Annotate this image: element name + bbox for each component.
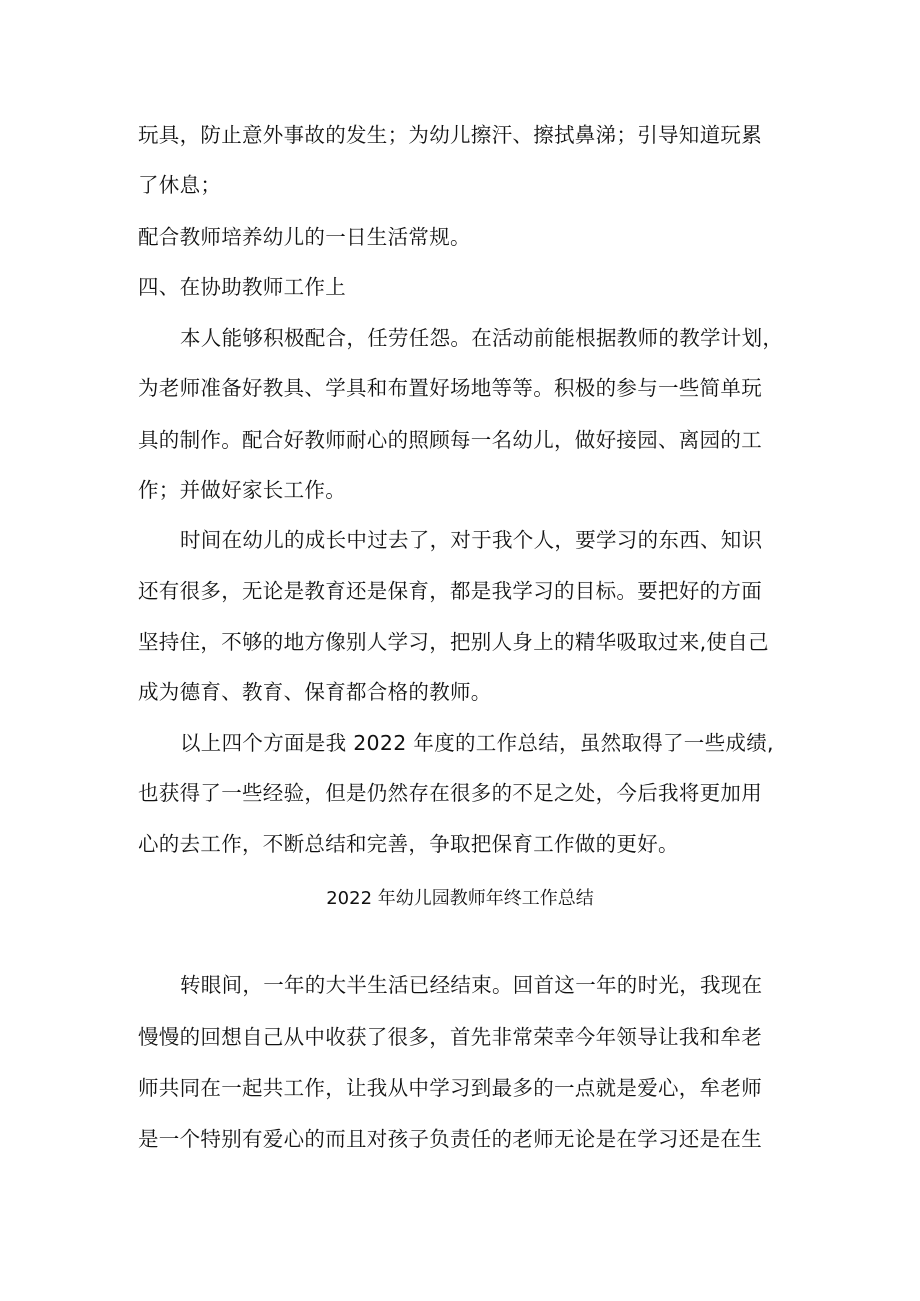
text-line: 师共同在一起共工作，让我从中学习到最多的一点就是爱心，牟老师 (138, 1076, 762, 1100)
text-line: 时间在幼儿的成长中过去了，对于我个人，要学习的东西、知识 (180, 528, 763, 552)
text-line: 也获得了一些经验，但是仍然存在很多的不足之处，今后我将更加用 (138, 781, 762, 805)
text-line: 慢慢的回想自己从中收获了很多，首先非常荣幸今年领导让我和牟老 (138, 1025, 762, 1049)
text-line: 心的去工作，不断总结和完善，争取把保育工作做的更好。 (138, 832, 679, 856)
section-heading: 四、在协助教师工作上 (138, 275, 346, 299)
text-line: 坚持住，不够的地方像别人学习，把别人身上的精华吸取过来,使自己 (138, 630, 769, 654)
text-line: 是一个特别有爱心的而且对孩子负责任的老师无论是在学习还是在生 (138, 1127, 762, 1151)
text-line: 还有很多，无论是教育还是保育，都是我学习的目标。要把好的方面 (138, 579, 762, 603)
text-line: 成为德育、教育、保育都合格的教师。 (138, 680, 492, 704)
text-line: 具的制作。配合好教师耐心的照顾每一名幼儿，做好接园、离园的工 (138, 428, 762, 452)
text-line: 本人能够积极配合，任劳任怨。在活动前能根据教师的教学计划， (180, 326, 784, 350)
text-line: 为老师准备好教具、学具和布置好场地等等。积极的参与一些简单玩 (138, 376, 762, 400)
document-title: 2022 年幼儿园教师年终工作总结 (326, 888, 594, 909)
text-line: 玩具，防止意外事故的发生；为幼儿擦汗、擦拭鼻涕；引导知道玩累 (138, 123, 762, 147)
text-line: 了休息； (138, 173, 222, 197)
text-line: 作；并做好家长工作。 (138, 478, 346, 502)
text-line: 以上四个方面是我 2022 年度的工作总结，虽然取得了一些成绩, (180, 731, 774, 755)
text-line: 转眼间，一年的大半生活已经结束。回首这一年的时光，我现在 (180, 973, 763, 997)
text-line: 配合教师培养幼儿的一日生活常规。 (138, 225, 471, 249)
